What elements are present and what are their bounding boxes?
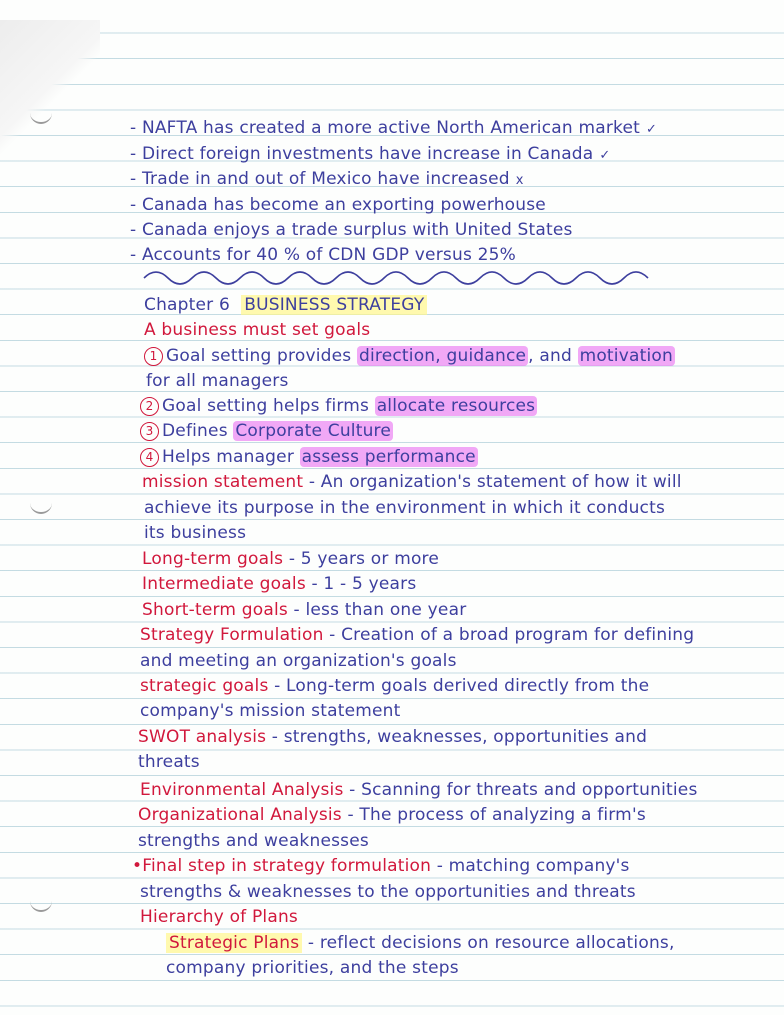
circled-number-icon: 1 bbox=[144, 347, 163, 366]
bullet-icon: • bbox=[132, 856, 143, 876]
definition-mission-statement: mission statement - An organization's statement of how it will bbox=[142, 472, 682, 492]
circled-number-icon: 4 bbox=[140, 448, 159, 467]
binder-hole-middle bbox=[30, 498, 52, 514]
circled-number-icon: 2 bbox=[140, 397, 159, 416]
definition-environmental-analysis: Environmental Analysis - Scanning for threats and opportunities bbox=[140, 780, 698, 800]
definition-swot-analysis: SWOT analysis - strengths, weaknesses, opportunities and bbox=[138, 727, 648, 747]
definition-organizational-analysis: Organizational Analysis - The process of analyzing a firm's bbox=[138, 805, 646, 825]
list-item: - Trade in and out of Mexico have increased x bbox=[130, 169, 524, 189]
cross-mark-icon: x bbox=[515, 173, 524, 188]
definition-continued: company's mission statement bbox=[140, 701, 401, 721]
list-item: - Accounts for 40 % of CDN GDP versus 25% bbox=[130, 245, 516, 265]
check-mark-icon: ✓ bbox=[599, 148, 611, 163]
definition-short-term-goals: Short-term goals - less than one year bbox=[142, 600, 467, 620]
folded-corner bbox=[0, 20, 100, 190]
list-item: - Canada enjoys a trade surplus with United States bbox=[130, 220, 573, 240]
definition-long-term-goals: Long-term goals - 5 years or more bbox=[142, 549, 440, 569]
goal-item: 1 Goal setting provides direction, guidance , and motivation bbox=[144, 346, 675, 366]
definition-strategy-formulation: Strategy Formulation - Creation of a broad program for defining bbox=[140, 625, 695, 645]
binder-hole-bottom bbox=[30, 896, 52, 912]
check-mark-icon: ✓ bbox=[646, 122, 658, 137]
definition-continued: achieve its purpose in the environment in which it conducts bbox=[144, 498, 666, 518]
definition-continued: strengths and weaknesses bbox=[138, 831, 369, 851]
definition-continued: and meeting an organization's goals bbox=[140, 651, 457, 671]
definition-continued: its business bbox=[144, 523, 247, 543]
goals-heading: A business must set goals bbox=[144, 320, 371, 340]
chapter-heading: Chapter 6 BUSINESS STRATEGY bbox=[144, 295, 427, 315]
definition-continued: threats bbox=[138, 752, 200, 772]
list-item: - NAFTA has created a more active North American market ✓ bbox=[130, 118, 658, 138]
goal-item: 3 Defines Corporate Culture bbox=[140, 421, 393, 441]
wavy-divider-icon bbox=[142, 266, 662, 288]
goal-item-continued: for all managers bbox=[146, 371, 289, 391]
definition-strategic-goals: strategic goals - Long-term goals derived directly from the bbox=[140, 676, 650, 696]
chapter-title: BUSINESS STRATEGY bbox=[241, 295, 427, 315]
definition-continued: strengths & weaknesses to the opportunities and threats bbox=[140, 882, 636, 902]
goal-item: 2 Goal setting helps firms allocate resources bbox=[140, 396, 537, 416]
goal-item: 4 Helps manager assess performance bbox=[140, 447, 478, 467]
circled-number-icon: 3 bbox=[140, 422, 159, 441]
definition-strategic-plans: Strategic Plans - reflect decisions on resource allocations, bbox=[166, 933, 675, 953]
definition-intermediate-goals: Intermediate goals - 1 - 5 years bbox=[142, 574, 417, 594]
definition-final-step: •Final step in strategy formulation - matching company's bbox=[132, 856, 630, 876]
list-item: - Direct foreign investments have increase in Canada ✓ bbox=[130, 144, 611, 164]
definition-continued: company priorities, and the steps bbox=[166, 958, 459, 978]
list-item: - Canada has become an exporting powerhouse bbox=[130, 195, 546, 215]
definition-hierarchy-of-plans: Hierarchy of Plans bbox=[140, 907, 298, 927]
